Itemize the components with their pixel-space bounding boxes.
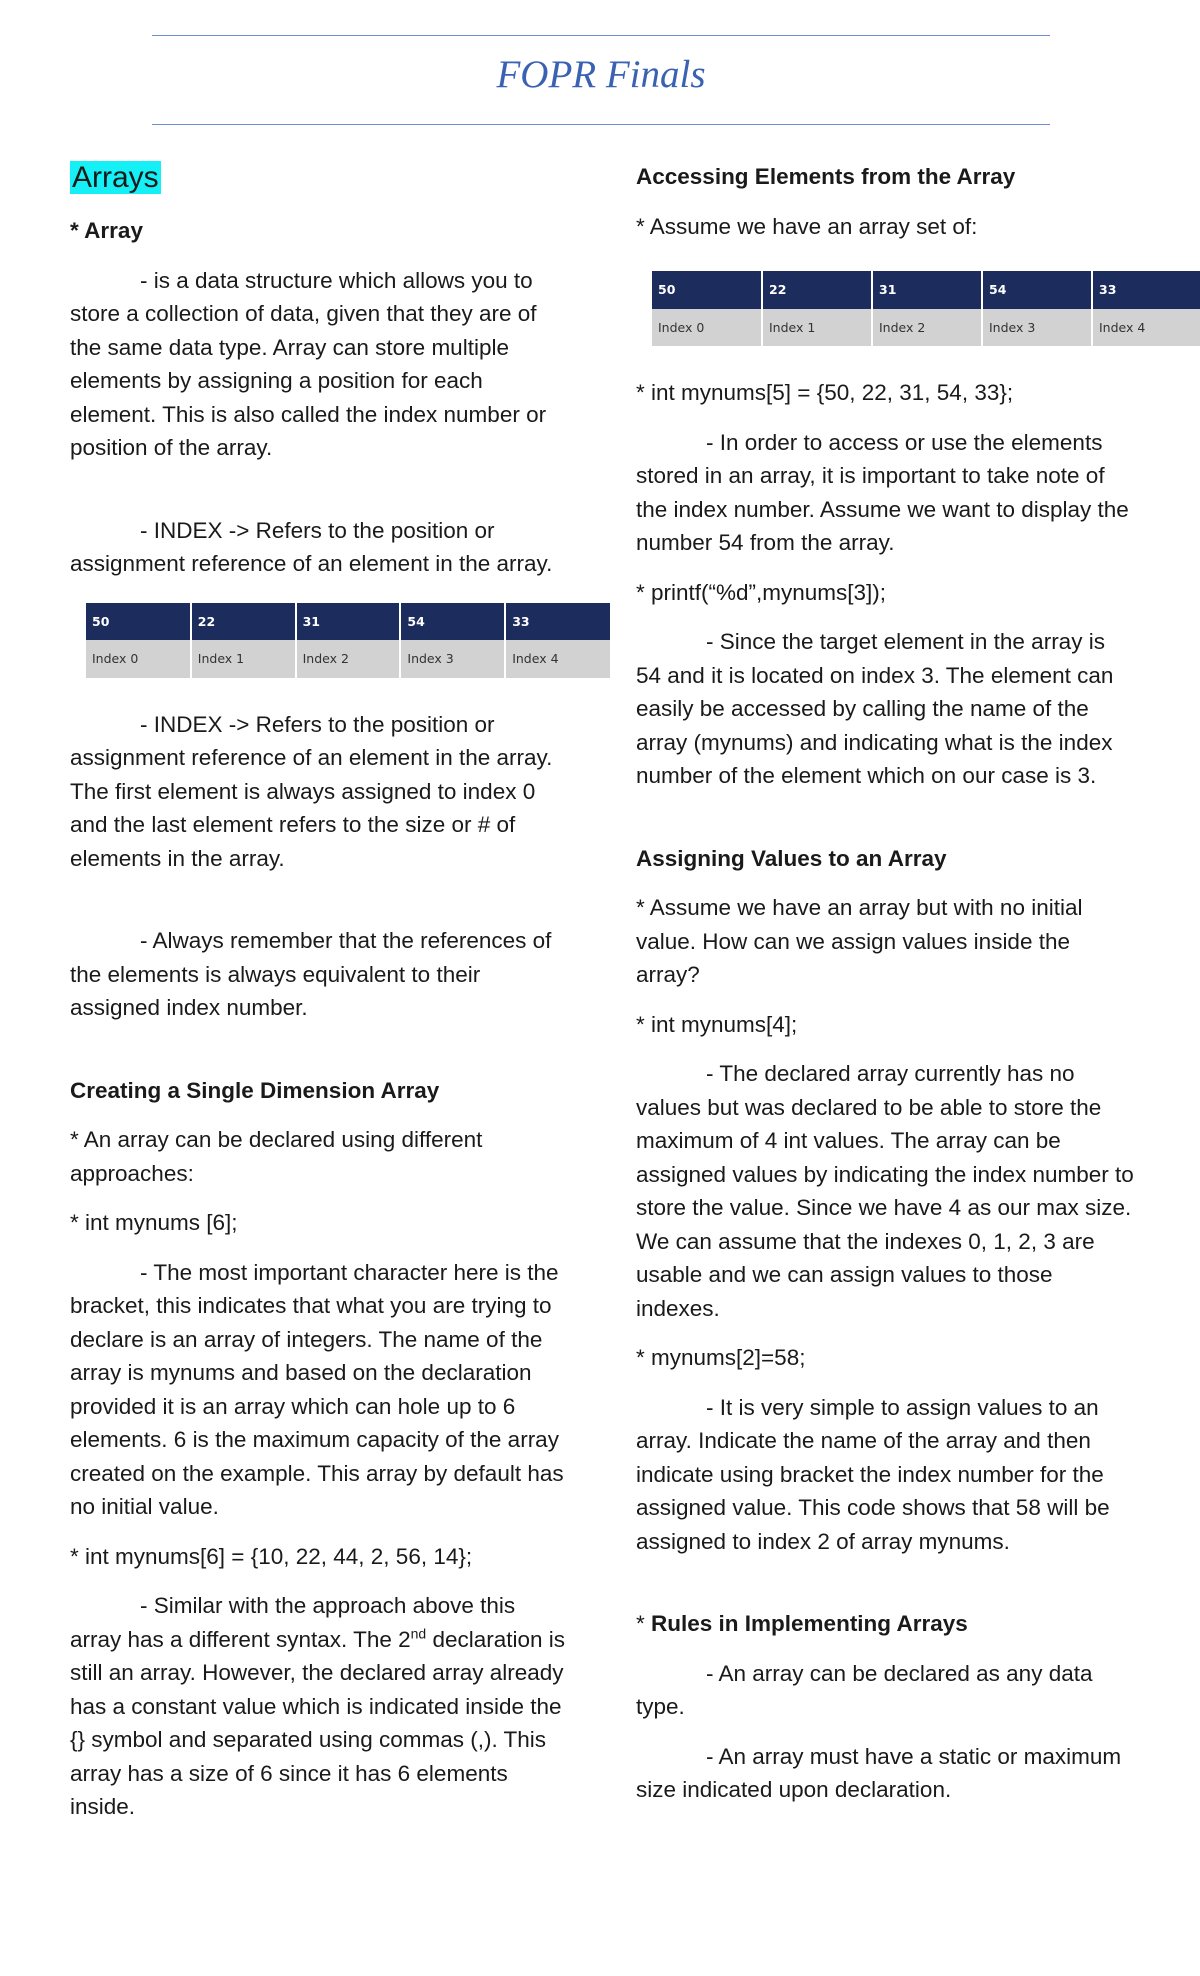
rule-any-type: - An array can be declared as any data type. xyxy=(636,1660,1093,1719)
array-diagram-left xyxy=(86,603,610,678)
array-index-cell: Index 0 xyxy=(652,309,762,347)
array-index-cell: Index 1 xyxy=(191,640,296,678)
assign-simple-paragraph: - It is very simple to assign values to an array. Indicate the name of the array and then indicate using bracket the index number for the assigned value. This code shows that 58 will be assigned to index 2 of array mynums. xyxy=(636,1394,1110,1554)
spacer xyxy=(70,481,570,514)
declaration-2-text-a: - Similar with the approach above this array has a different syntax. The 2 xyxy=(70,1593,516,1652)
spacer xyxy=(70,1041,570,1074)
array-value-cell: 50 xyxy=(86,603,191,641)
array-index-cell: Index 4 xyxy=(505,640,610,678)
header-top-rule xyxy=(152,35,1050,36)
array-values-row xyxy=(652,271,1200,309)
index-definition-paragraph: - INDEX -> Refers to the position or assignment reference of an element in the array. xyxy=(70,517,553,576)
array-index-cell: Index 2 xyxy=(296,640,401,678)
assume-no-initial-text: * Assume we have an array but with no initial value. How can we assign values inside the array? xyxy=(636,895,1083,987)
code-declaration-1: * int mynums [6]; xyxy=(70,1210,238,1235)
array-definition-heading: * Array xyxy=(70,218,143,243)
array-index-cell: Index 2 xyxy=(872,309,982,347)
array-index-cell: Index 3 xyxy=(982,309,1092,347)
array-index-cell: Index 0 xyxy=(86,640,191,678)
declaration-1-explanation: - The most important character here is the bracket, this indicates that what you are trying to declare is an array of integers. The name of the array is mynums and based on the declaration provided it is an array which can hole up to 6 elements. 6 is the maximum capacity of the array created on the example. This array by default has no initial value. xyxy=(70,1259,564,1519)
header-bottom-rule xyxy=(152,124,1050,125)
array-index-cell: Index 4 xyxy=(1092,309,1200,347)
array-table xyxy=(86,603,610,678)
array-value-cell: 22 xyxy=(762,271,872,309)
declaration-2-text-b: declaration is still an array. However, the declared array already has a constant value which is indicated inside the {} symbol and separated using commas (,). This array has a size of 6 since it has 6 elements inside. xyxy=(70,1626,566,1819)
accessing-elements-heading: Accessing Elements from the Array xyxy=(636,164,1016,189)
array-index-cell: Index 3 xyxy=(400,640,505,678)
rules-prefix: * xyxy=(636,1611,652,1636)
ordinal-superscript: nd xyxy=(410,1625,427,1641)
array-index-row xyxy=(86,640,610,678)
array-value-cell: 54 xyxy=(400,603,505,641)
array-table xyxy=(652,271,1200,346)
code-initialized-array: * int mynums[5] = {50, 22, 31, 54, 33}; xyxy=(636,380,1014,405)
array-index-cell: Index 1 xyxy=(762,309,872,347)
section-title-arrays xyxy=(70,158,570,198)
rules-heading-text: Rules in Implementing Arrays xyxy=(651,1611,968,1636)
array-value-cell: 33 xyxy=(1092,271,1200,309)
creating-array-heading: Creating a Single Dimension Array xyxy=(70,1077,440,1103)
index-explanation-paragraph: - INDEX -> Refers to the position or assignment reference of an element in the array. The first element is always assigned to index 0 and the last element refers to the size or # of elements in the array. xyxy=(70,711,553,871)
arrays-heading-highlight: Arrays xyxy=(72,161,159,194)
spacer xyxy=(636,809,1136,842)
array-value-cell: 33 xyxy=(505,603,610,641)
page-header-title: FOPR Finals xyxy=(496,53,706,96)
array-definition-paragraph: - is a data structure which allows you to store a collection of data, given that they are of the same data type. Array can store multiple elements by assigning a position for each element. This is also called the index number or position of the array. xyxy=(70,267,547,460)
array-value-cell: 31 xyxy=(296,603,401,641)
assigning-values-heading: Assigning Values to an Array xyxy=(636,845,947,871)
access-explanation-paragraph: - In order to access or use the elements stored in an array, it is important to take note of the index number. Assume we want to display the number 54 from the array. xyxy=(636,429,1129,555)
declaration-2-explanation xyxy=(70,1589,570,1824)
spacer xyxy=(636,1574,1136,1607)
declaration-approaches-text: * An array can be declared using different approaches: xyxy=(70,1127,483,1186)
array-index-row xyxy=(652,309,1200,347)
array-value-cell: 50 xyxy=(652,271,762,309)
index-reminder-paragraph: - Always remember that the references of the elements is always equivalent to their assigned index number. xyxy=(70,928,552,1020)
code-assign-value: * mynums[2]=58; xyxy=(636,1345,806,1370)
code-declaration-2: * int mynums[6] = {10, 22, 44, 2, 56, 14}; xyxy=(70,1543,473,1569)
code-empty-array: * int mynums[4]; xyxy=(636,1011,798,1037)
access-result-paragraph: - Since the target element in the array is 54 and it is located on index 3. The element can easily be accessed by calling the name of the array (mynums) and indicating what is the index number of the element which on our case is 3. xyxy=(636,629,1114,788)
array-value-cell: 54 xyxy=(982,271,1092,309)
array-diagram-right xyxy=(652,271,1200,346)
rule-static-size: - An array must have a static or maximum size indicated upon declaration. xyxy=(636,1743,1122,1802)
array-value-cell: 31 xyxy=(872,271,982,309)
array-values-row xyxy=(86,603,610,641)
right-column xyxy=(636,160,1146,1823)
array-value-cell: 22 xyxy=(191,603,296,641)
code-printf: * printf(“%d”,mynums[3]); xyxy=(636,579,887,605)
spacer xyxy=(70,891,570,924)
left-column xyxy=(70,158,570,1840)
assign-explanation-paragraph: - The declared array currently has no values but was declared to be able to store the maximum of 4 int values. The array can be assigned values by indicating the index number to store the value. Since we have 4 as our max size. We can assume that the indexes 0, 1, 2, 3 are usable and we can assign values to those indexes. xyxy=(636,1061,1134,1321)
rules-heading xyxy=(636,1607,1136,1641)
assume-array-text: * Assume we have an array set of: xyxy=(636,213,978,239)
